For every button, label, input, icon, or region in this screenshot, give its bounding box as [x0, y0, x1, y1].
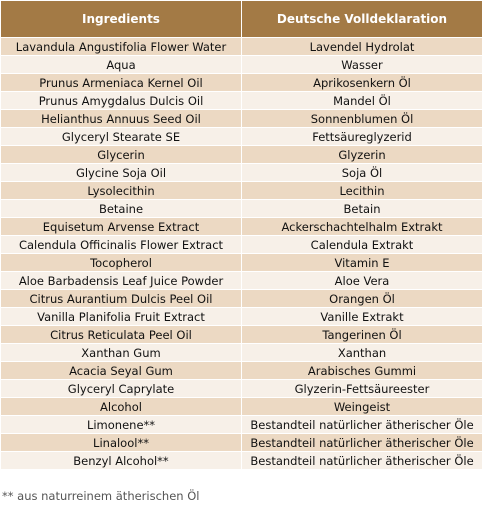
table-row	[1, 38, 482, 56]
ingredient-inci-cell: Prunus Armeniaca Kernel Oil	[1, 74, 242, 92]
ingredient-inci-cell: Glycerin	[1, 146, 242, 164]
ingredient-inci-cell: Calendula Officinalis Flower Extract	[1, 236, 242, 254]
table-header-row	[1, 1, 482, 38]
ingredient-german-cell: Aloe Vera	[242, 272, 482, 290]
table-row	[1, 218, 482, 236]
table-row	[1, 416, 482, 434]
table-row	[1, 128, 482, 146]
ingredient-german-cell: Bestandteil natürlicher ätherischer Öle	[242, 416, 482, 434]
ingredient-inci-cell: Aqua	[1, 56, 242, 74]
ingredient-german-cell: Wasser	[242, 56, 482, 74]
ingredient-german-cell: Xanthan	[242, 344, 482, 362]
ingredient-german-cell: Calendula Extrakt	[242, 236, 482, 254]
ingredient-german-cell: Arabisches Gummi	[242, 362, 482, 380]
ingredient-inci-cell: Tocopherol	[1, 254, 242, 272]
ingredient-german-cell: Ackerschachtelhalm Extrakt	[242, 218, 482, 236]
table-row	[1, 380, 482, 398]
ingredient-inci-cell: Limonene**	[1, 416, 242, 434]
table-row	[1, 398, 482, 416]
table-row	[1, 182, 482, 200]
ingredient-inci-cell: Citrus Aurantium Dulcis Peel Oil	[1, 290, 242, 308]
ingredient-german-cell: Soja Öl	[242, 164, 482, 182]
ingredient-german-cell: Bestandteil natürlicher ätherischer Öle	[242, 452, 482, 470]
ingredient-inci-cell: Acacia Seyal Gum	[1, 362, 242, 380]
header-ingredients: Ingredients	[1, 1, 242, 38]
table-row	[1, 236, 482, 254]
ingredient-german-cell: Bestandteil natürlicher ätherischer Öle	[242, 434, 482, 452]
ingredient-inci-cell: Alcohol	[1, 398, 242, 416]
ingredient-inci-cell: Glyceryl Stearate SE	[1, 128, 242, 146]
ingredient-inci-cell: Glyceryl Caprylate	[1, 380, 242, 398]
ingredient-inci-cell: Helianthus Annuus Seed Oil	[1, 110, 242, 128]
table-row	[1, 110, 482, 128]
ingredient-inci-cell: Vanilla Planifolia Fruit Extract	[1, 308, 242, 326]
ingredient-german-cell: Sonnenblumen Öl	[242, 110, 482, 128]
footnote: ** aus naturreinem ätherischen Öl	[2, 489, 200, 503]
ingredient-inci-cell: Betaine	[1, 200, 242, 218]
table-row	[1, 200, 482, 218]
table-row	[1, 254, 482, 272]
table-row	[1, 362, 482, 380]
ingredient-inci-cell: Equisetum Arvense Extract	[1, 218, 242, 236]
ingredient-inci-cell: Citrus Reticulata Peel Oil	[1, 326, 242, 344]
ingredient-german-cell: Aprikosenkern Öl	[242, 74, 482, 92]
table-row	[1, 146, 482, 164]
ingredient-german-cell: Tangerinen Öl	[242, 326, 482, 344]
table-row	[1, 452, 482, 470]
ingredient-german-cell: Orangen Öl	[242, 290, 482, 308]
header-deutsche-volldeklaration: Deutsche Volldeklaration	[242, 1, 482, 38]
ingredient-german-cell: Mandel Öl	[242, 92, 482, 110]
ingredient-inci-cell: Lysolecithin	[1, 182, 242, 200]
ingredient-german-cell: Lavendel Hydrolat	[242, 38, 482, 56]
ingredient-inci-cell: Aloe Barbadensis Leaf Juice Powder	[1, 272, 242, 290]
table-body	[1, 38, 482, 470]
table-row	[1, 272, 482, 290]
ingredient-german-cell: Weingeist	[242, 398, 482, 416]
table-row	[1, 326, 482, 344]
ingredient-german-cell: Glyzerin-Fettsäureester	[242, 380, 482, 398]
ingredient-german-cell: Glyzerin	[242, 146, 482, 164]
ingredient-german-cell: Fettsäureglyzerid	[242, 128, 482, 146]
table-row	[1, 344, 482, 362]
table-row	[1, 308, 482, 326]
ingredient-german-cell: Betain	[242, 200, 482, 218]
ingredient-german-cell: Vanille Extrakt	[242, 308, 482, 326]
ingredient-german-cell: Lecithin	[242, 182, 482, 200]
ingredient-inci-cell: Glycine Soja Oil	[1, 164, 242, 182]
ingredient-german-cell: Vitamin E	[242, 254, 482, 272]
table-row	[1, 92, 482, 110]
table-row	[1, 74, 482, 92]
table-row	[1, 434, 482, 452]
ingredient-inci-cell: Prunus Amygdalus Dulcis Oil	[1, 92, 242, 110]
ingredient-inci-cell: Linalool**	[1, 434, 242, 452]
ingredient-inci-cell: Benzyl Alcohol**	[1, 452, 242, 470]
table-row	[1, 290, 482, 308]
table-row	[1, 164, 482, 182]
ingredient-inci-cell: Lavandula Angustifolia Flower Water	[1, 38, 242, 56]
table-row	[1, 56, 482, 74]
ingredient-inci-cell: Xanthan Gum	[1, 344, 242, 362]
